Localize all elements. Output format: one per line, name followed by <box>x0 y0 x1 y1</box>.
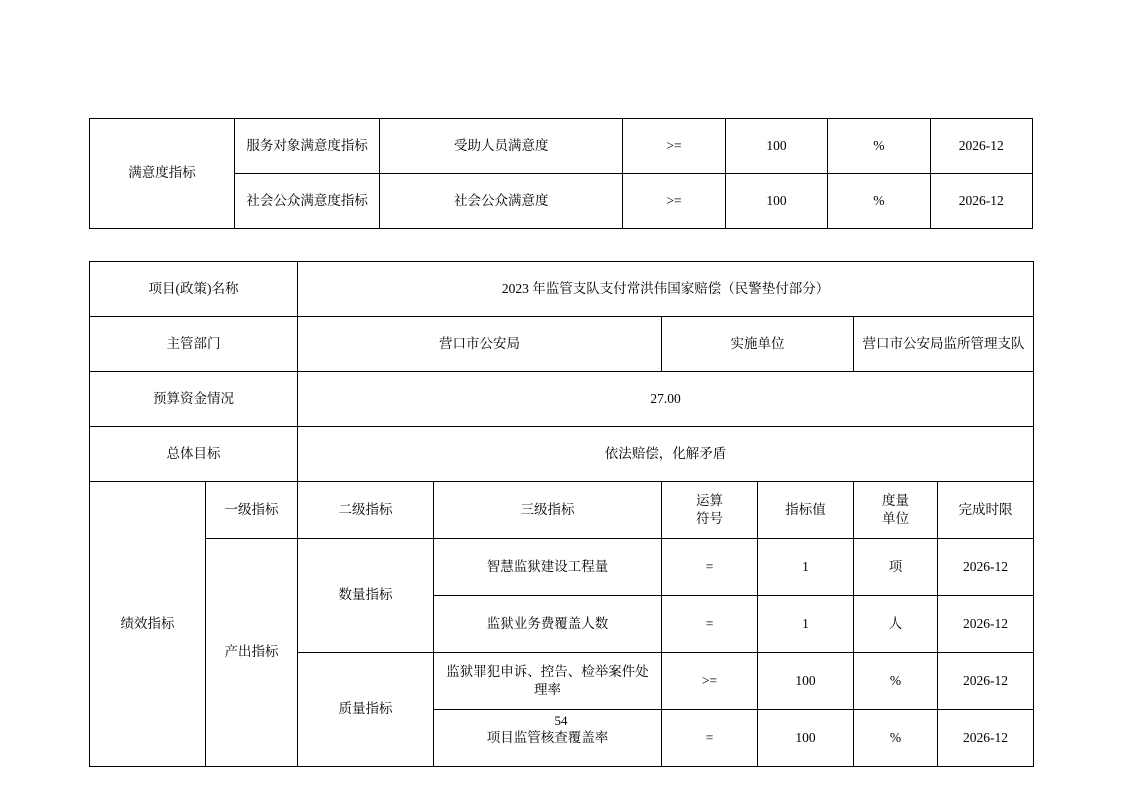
value-cell: 100 <box>758 653 854 710</box>
level2-group-cell: 数量指标 <box>298 539 434 653</box>
unit-cell: % <box>828 119 930 174</box>
header-level1: 一级指标 <box>206 482 298 539</box>
table-row <box>90 119 1033 174</box>
project-performance-table <box>89 261 1034 767</box>
level2-group-cell: 质量指标 <box>298 653 434 767</box>
operator-cell: = <box>662 710 758 767</box>
table-row <box>90 539 1034 596</box>
table-row <box>90 317 1034 372</box>
level2-indicator-cell: 社会公众满意度指标 <box>235 174 380 229</box>
operator-cell: >= <box>662 653 758 710</box>
level1-group-cell: 产出指标 <box>206 539 298 767</box>
header-level3: 三级指标 <box>434 482 662 539</box>
unit-cell: % <box>854 653 938 710</box>
performance-indicator-label: 绩效指标 <box>90 482 206 767</box>
budget-label: 预算资金情况 <box>90 372 298 427</box>
table-row <box>90 262 1034 317</box>
level3-indicator-cell: 监狱业务费覆盖人数 <box>434 596 662 653</box>
level3-indicator-cell: 项目监管核查覆盖率 <box>434 710 662 767</box>
project-name-value: 2023 年监管支队支付常洪伟国家赔偿（民警垫付部分） <box>298 262 1034 317</box>
header-operator-line1: 运算 <box>696 492 723 508</box>
level3-indicator-cell: 智慧监狱建设工程量 <box>434 539 662 596</box>
satisfaction-category-cell: 满意度指标 <box>90 119 235 229</box>
unit-cell: 人 <box>854 596 938 653</box>
project-name-label: 项目(政策)名称 <box>90 262 298 317</box>
deadline-cell: 2026-12 <box>930 119 1032 174</box>
header-operator-line2: 符号 <box>696 511 723 526</box>
unit-cell: % <box>828 174 930 229</box>
table-row <box>90 372 1034 427</box>
operator-cell: = <box>662 539 758 596</box>
implementing-unit-value: 营口市公安局监所管理支队 <box>854 317 1034 372</box>
header-unit-line2: 单位 <box>882 511 909 526</box>
header-level2: 二级指标 <box>298 482 434 539</box>
level3-indicator-cell: 监狱罪犯申诉、控告、检举案件处理率 <box>434 653 662 710</box>
level3-indicator-cell: 受助人员满意度 <box>380 119 623 174</box>
overall-goal-value: 依法赔偿，化解矛盾 <box>298 427 1034 482</box>
unit-cell: % <box>854 710 938 767</box>
header-value: 指标值 <box>758 482 854 539</box>
level3-indicator-cell: 社会公众满意度 <box>380 174 623 229</box>
value-cell: 100 <box>725 119 827 174</box>
operator-cell: = <box>662 596 758 653</box>
value-cell: 1 <box>758 596 854 653</box>
table-header-row <box>90 482 1034 539</box>
value-cell: 100 <box>758 710 854 767</box>
implementing-unit-label: 实施单位 <box>662 317 854 372</box>
header-operator <box>662 482 758 539</box>
department-label: 主管部门 <box>90 317 298 372</box>
table-row <box>90 427 1034 482</box>
header-unit <box>854 482 938 539</box>
deadline-cell: 2026-12 <box>930 174 1032 229</box>
deadline-cell: 2026-12 <box>938 539 1034 596</box>
deadline-cell: 2026-12 <box>938 710 1034 767</box>
value-cell: 100 <box>725 174 827 229</box>
page-number: 54 <box>554 713 568 728</box>
value-cell: 1 <box>758 539 854 596</box>
satisfaction-indicator-table <box>89 118 1033 229</box>
operator-cell: >= <box>623 119 725 174</box>
deadline-cell: 2026-12 <box>938 653 1034 710</box>
overall-goal-label: 总体目标 <box>90 427 298 482</box>
header-deadline: 完成时限 <box>938 482 1034 539</box>
deadline-cell: 2026-12 <box>938 596 1034 653</box>
budget-value: 27.00 <box>298 372 1034 427</box>
header-unit-line1: 度量 <box>882 492 909 508</box>
operator-cell: >= <box>623 174 725 229</box>
department-value: 营口市公安局 <box>298 317 662 372</box>
level2-indicator-cell: 服务对象满意度指标 <box>235 119 380 174</box>
unit-cell: 项 <box>854 539 938 596</box>
